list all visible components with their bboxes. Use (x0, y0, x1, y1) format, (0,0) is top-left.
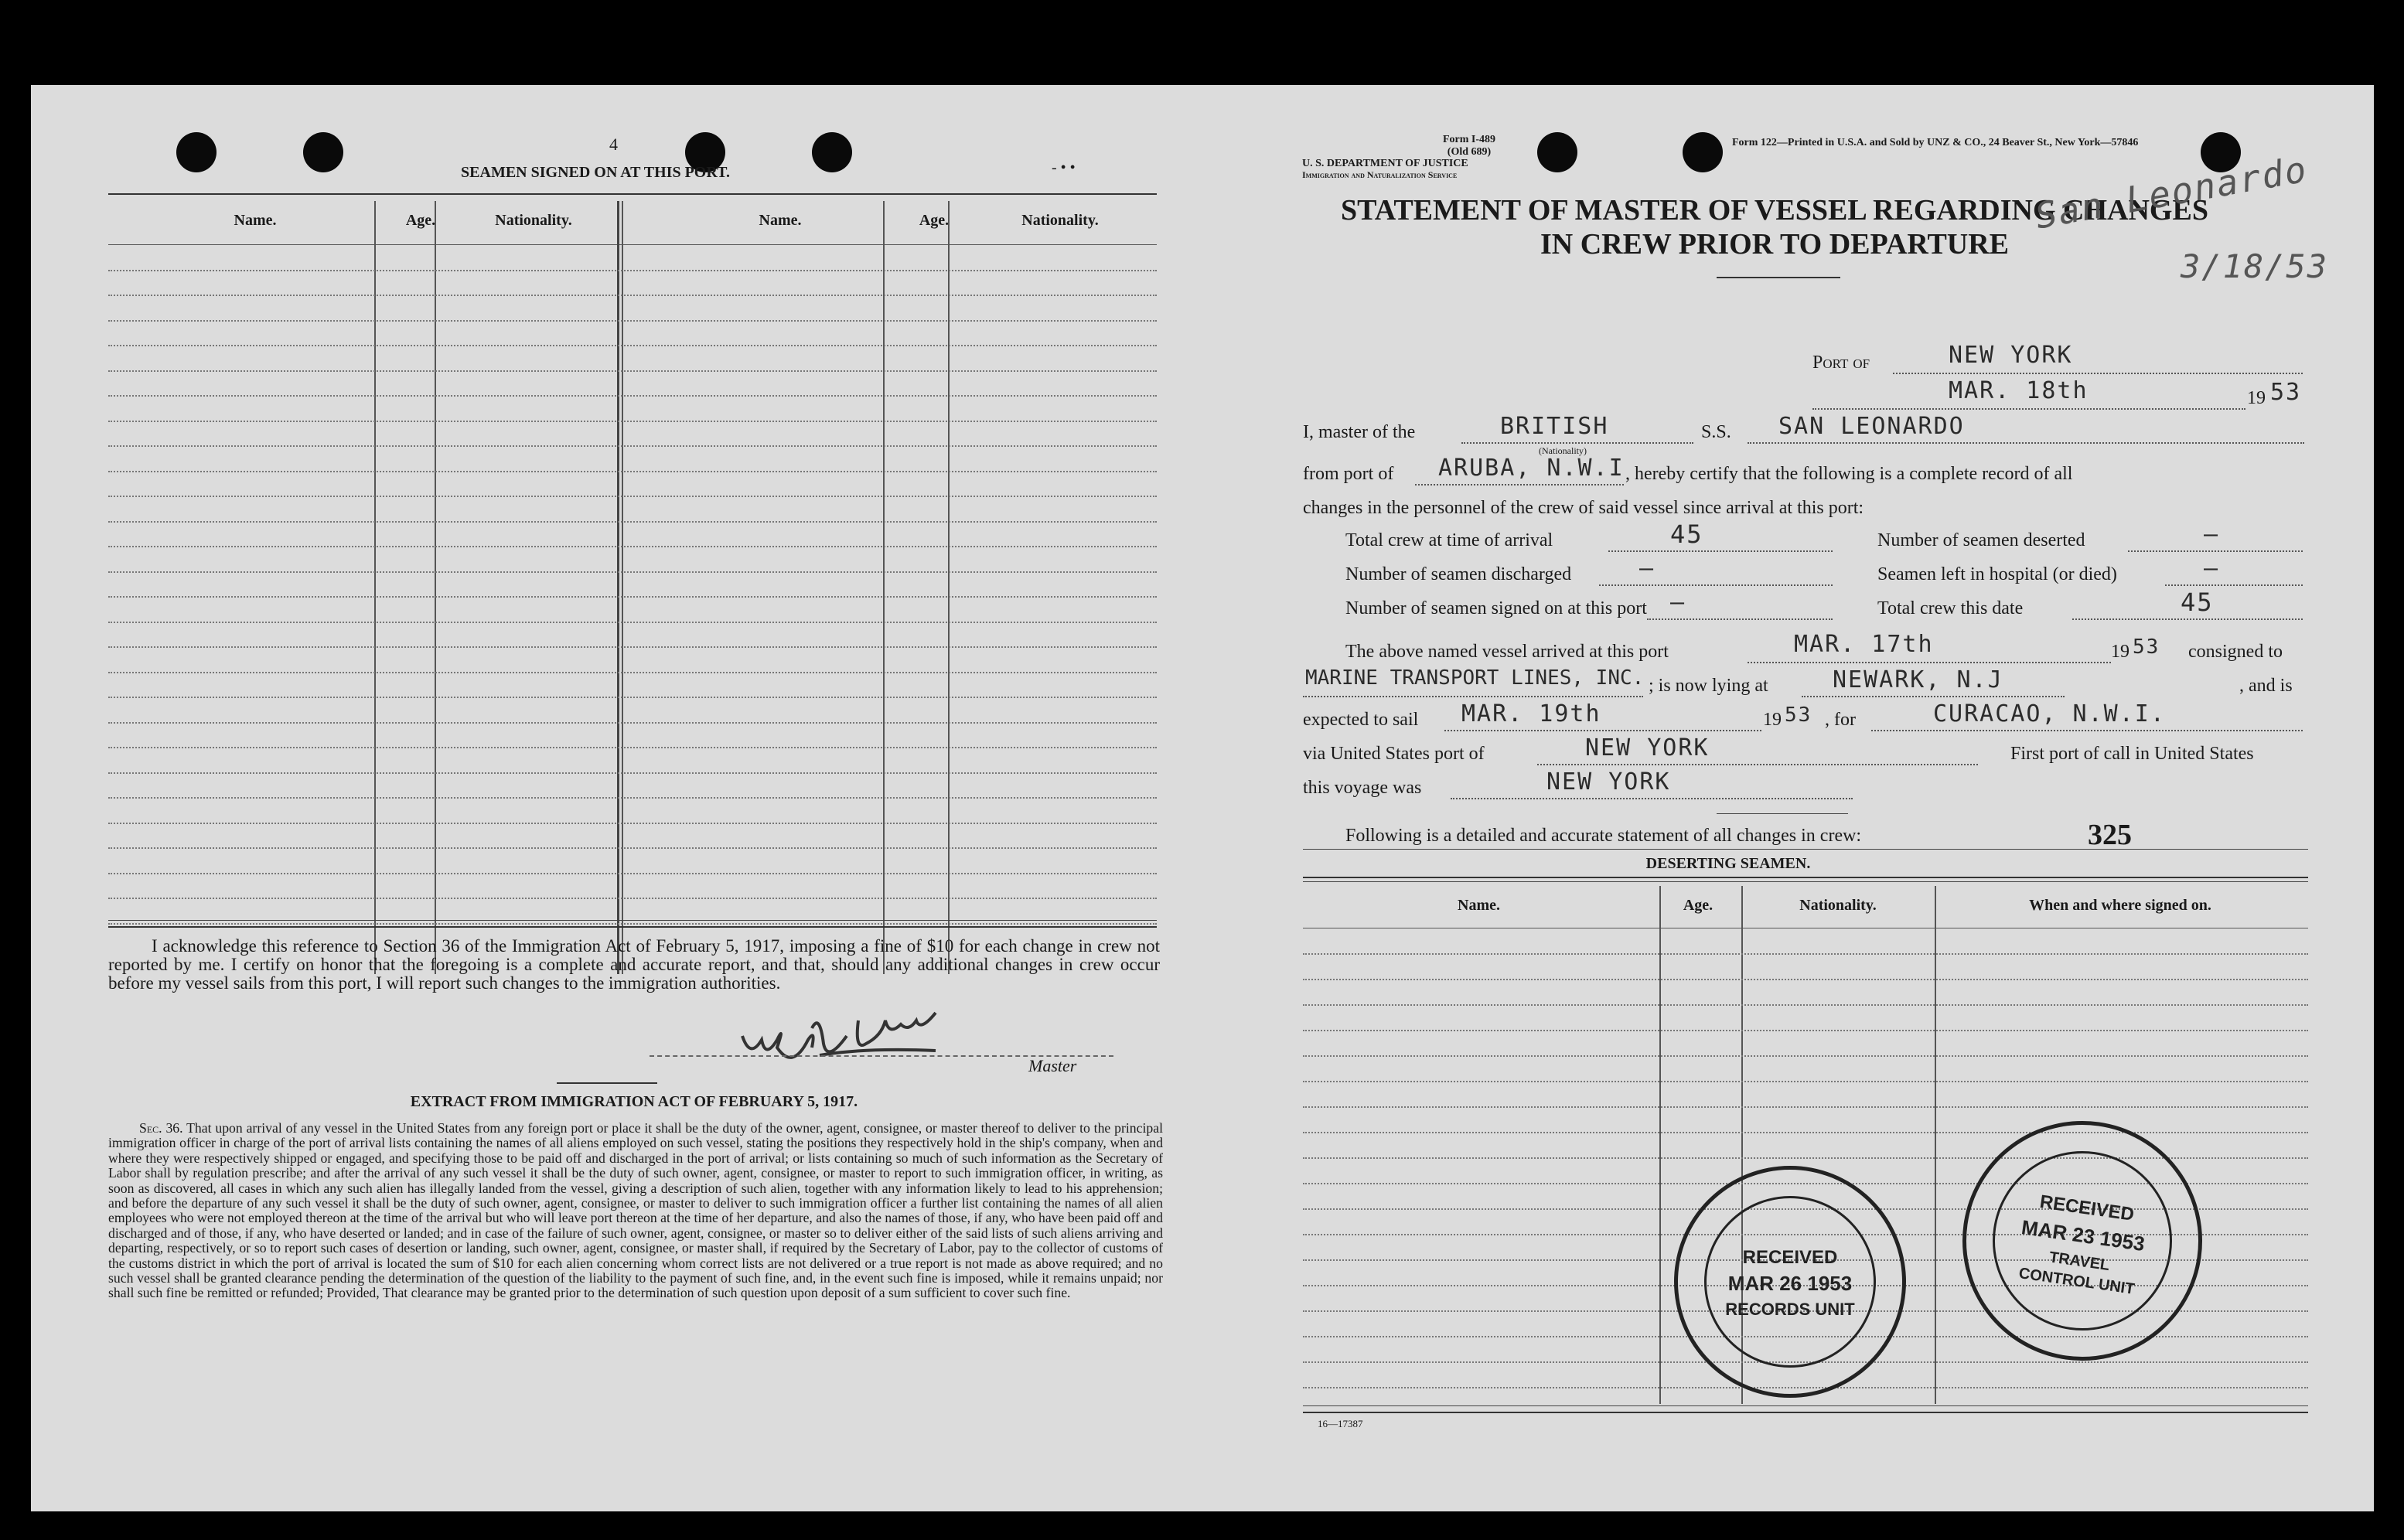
from-port-value: ARUBA, N.W.I (1438, 455, 1625, 482)
consignee-value: MARINE TRANSPORT LINES, INC. (1305, 666, 1645, 690)
deserted-line (2128, 550, 2303, 552)
following-text: Following is a detailed and accurate statement of all changes in crew: (1345, 826, 1862, 846)
this-voyage-label: this voyage was (1303, 778, 1422, 798)
ruled-row-line (1303, 979, 2308, 980)
ruled-row-line (1303, 1106, 2308, 1108)
hospital-label: Seamen left in hospital (or died) (1877, 564, 2117, 584)
port-of-label: Port of (1812, 353, 1870, 373)
right-table-rule (1303, 877, 2308, 878)
for-label: , for (1825, 710, 1856, 730)
ruled-row-line (108, 722, 1157, 724)
stamp-received-text: RECEIVED (2038, 1191, 2136, 1225)
left-table-rows (108, 244, 1157, 974)
from-port-line (1415, 484, 1624, 486)
extract-section: Sec. 36. (139, 1120, 183, 1136)
and-is-label: , and is (2239, 676, 2293, 696)
ruled-row-line (108, 270, 1157, 271)
ruled-row-line (108, 697, 1157, 698)
master-signature (727, 1005, 982, 1075)
total-crew-arrival-value: 45 (1670, 520, 1703, 549)
department-name: U. S. DEPARTMENT OF JUSTICE (1302, 158, 1468, 169)
printer-note: Form 122—Printed in U.S.A. and Sold by UNZ & CO., 24 Beaver St., New York—57846 (1732, 137, 2139, 148)
changes-text: changes in the personnel of the crew of said vessel since arrival at this port: (1303, 498, 1864, 518)
form-old-number: (Old 689) (1447, 146, 1492, 158)
table-bottom-rule (108, 920, 1157, 921)
total-crew-date-label: Total crew this date (1877, 598, 2024, 618)
master-label: Master (1028, 1056, 1077, 1075)
col-header-age: Age. (405, 212, 436, 229)
signed-on-line (1647, 618, 1833, 620)
separator-rule (1717, 813, 1848, 814)
nationality-line (1461, 442, 1693, 444)
expected-line (1444, 730, 1761, 731)
stamp-unit-text: TRAVEL CONTROL UNIT (2017, 1249, 2136, 1298)
acknowledgement-text: I acknowledge this reference to Section 36 of the Immigration Act of February 5, 1917, imposing a fine of $10 for each change in crew not reported by me. I certify on honor that the foregoing is a complete and accurate report, and that, should any additional changes in crew occur before my vessel sails from this port, I will report such changes to the immigration authorities. (108, 936, 1160, 993)
ship-value: SAN LEONARDO (1778, 413, 1965, 440)
ruled-row-line (108, 521, 1157, 523)
ruled-row-line (1303, 1055, 2308, 1057)
col-header-name: Name. (1458, 897, 1500, 914)
table-top-rule (108, 193, 1157, 195)
via-value: NEW YORK (1585, 734, 1710, 761)
separator-rule (557, 1082, 657, 1084)
right-page (1237, 85, 2374, 1511)
service-name: Immigration and Naturalization Service (1302, 169, 1458, 180)
port-of-line (1893, 373, 2303, 374)
via-label: via United States port of (1303, 744, 1485, 764)
arrived-year-value: 53 (2133, 635, 2160, 659)
this-voyage-line (1451, 798, 1853, 799)
ruled-row-line (108, 797, 1157, 799)
form-title-line1: STATEMENT OF MASTER OF VESSEL REGARDING CHANGES (1341, 194, 2208, 227)
date-value: MAR. 18th (1949, 377, 2089, 404)
stamp-received-text: RECEIVED (1742, 1247, 1838, 1268)
left-table-title: SEAMEN SIGNED ON AT THIS PORT. (461, 164, 730, 181)
date-line (1812, 408, 2245, 410)
total-crew-date-line (2072, 618, 2303, 620)
extract-body (108, 1121, 1163, 1301)
ruled-row-line (108, 445, 1157, 447)
master-of-label: I, master of the (1303, 422, 1416, 442)
ruled-row-line (108, 395, 1157, 397)
page-number: 4 (609, 135, 618, 154)
ruled-row-line (108, 672, 1157, 673)
right-table-bottom-rule (1303, 1405, 2308, 1406)
lying-at-label: ; is now lying at (1649, 676, 1768, 696)
ship-line (1748, 442, 2304, 444)
consignee-line (1303, 696, 1643, 697)
ruled-row-line (108, 345, 1157, 346)
col-header-nationality: Nationality. (1799, 897, 1877, 914)
corner-mark: - • • (1052, 159, 1076, 176)
ruled-row-line (1303, 953, 2308, 955)
total-crew-date-value: 45 (2181, 588, 2214, 617)
signed-on-label: Number of seamen signed on at this port (1345, 598, 1647, 618)
ruled-row-line (108, 747, 1157, 748)
via-line (1537, 764, 1978, 765)
hospital-line (2165, 584, 2303, 586)
document-sheet (31, 85, 2374, 1511)
table-bottom-rule (108, 926, 1157, 928)
from-port-label: from port of (1303, 464, 1394, 484)
ruled-row-line (108, 546, 1157, 547)
col-header-name: Name. (234, 212, 277, 229)
signed-on-value: — (1670, 589, 1686, 616)
for-value: CURACAO, N.W.I. (1933, 700, 2166, 727)
consigned-to-label: consigned to (2188, 642, 2283, 662)
ruled-row-line (108, 421, 1157, 422)
handwritten-ship-name: San Leonardo (2032, 148, 2311, 237)
stamp-unit-text: RECORDS UNIT (1725, 1300, 1855, 1319)
discharged-line (1599, 584, 1833, 586)
ruled-row-line (1303, 1081, 2308, 1082)
arrived-year-prefix: 19 (2111, 642, 2130, 662)
ruled-row-line (108, 596, 1157, 598)
ruled-row-line (1303, 1030, 2308, 1031)
year-prefix: 19 (2247, 388, 2266, 408)
footer-code: 16—17387 (1318, 1418, 1363, 1429)
ruled-row-line (108, 295, 1157, 296)
right-table-bottom-rule (1303, 1412, 2308, 1413)
discharged-value: — (1639, 555, 1656, 582)
ruled-row-line (108, 646, 1157, 648)
first-port-label: First port of call in United States (2010, 744, 2254, 764)
ruled-row-line (1303, 1132, 2308, 1133)
arrived-line (1748, 662, 2111, 663)
discharged-label: Number of seamen discharged (1345, 564, 1572, 584)
nationality-value: BRITISH (1500, 413, 1609, 440)
ruled-row-line (108, 873, 1157, 874)
lying-at-line (1802, 696, 2065, 697)
total-crew-arrival-line (1608, 550, 1833, 552)
deserting-title: DESERTING SEAMEN. (1645, 855, 1811, 872)
stamp-date-text: MAR 23 1953 (2020, 1215, 2147, 1256)
col-header-age: Age. (1683, 897, 1713, 914)
right-table-top-rule (1303, 849, 2308, 850)
arrived-label: The above named vessel arrived at this port (1345, 642, 1669, 662)
stamp-date-text: MAR 26 1953 (1727, 1272, 1853, 1295)
col-header-name: Name. (759, 212, 802, 229)
received-stamp-records-unit (1674, 1166, 1906, 1398)
deserted-value: — (2204, 521, 2220, 548)
title-underline (1717, 277, 1840, 278)
stamp-number: 325 (2088, 819, 2132, 851)
col-header-nationality: Nationality. (1021, 212, 1099, 229)
expected-label: expected to sail (1303, 710, 1419, 730)
col-header-nationality: Nationality. (495, 212, 572, 229)
year-value: 53 (2270, 379, 2302, 406)
ruled-row-line (108, 898, 1157, 899)
extract-title: EXTRACT FROM IMMIGRATION ACT OF FEBRUARY 5, 1917. (410, 1093, 858, 1110)
ruled-row-line (108, 622, 1157, 623)
handwritten-date: 3/18/53 (2181, 247, 2329, 285)
ruled-row-line (1303, 1004, 2308, 1006)
certify-text: , hereby certify that the following is a complete record of all (1625, 464, 2073, 484)
ruled-row-line (108, 571, 1157, 573)
ruled-row-line (108, 847, 1157, 849)
total-crew-arrival-label: Total crew at time of arrival (1345, 530, 1553, 550)
lying-at-value: NEWARK, N.J (1833, 666, 2003, 693)
deserted-label: Number of seamen deserted (1877, 530, 2085, 550)
for-line (1871, 730, 2303, 731)
left-page (31, 85, 1191, 1511)
expected-year-prefix: 19 (1763, 710, 1782, 730)
ruled-row-line (108, 370, 1157, 372)
form-title-line2: IN CREW PRIOR TO DEPARTURE (1540, 228, 2010, 261)
expected-year-value: 53 (1785, 704, 1812, 727)
nationality-caption: (Nationality) (1539, 445, 1587, 456)
ss-label: S.S. (1701, 422, 1731, 442)
form-number: Form I-489 (1442, 134, 1496, 145)
col-header-age: Age. (919, 212, 950, 229)
ruled-row-line (108, 823, 1157, 824)
ruled-row-line (108, 772, 1157, 774)
ruled-row-line (108, 923, 1157, 925)
ruled-row-line (108, 471, 1157, 472)
ruled-row-line (108, 320, 1157, 322)
ruled-row-line (108, 496, 1157, 497)
arrived-value: MAR. 17th (1794, 631, 1934, 658)
this-voyage-value: NEW YORK (1546, 768, 1671, 796)
hospital-value: — (2204, 555, 2220, 582)
right-table-rule (1303, 881, 2308, 882)
port-of-value: NEW YORK (1949, 342, 2073, 369)
extract-text: That upon arrival of any vessel in the United States from any foreign port or place it shall be the duty of the owner, agent, consignee, or master thereof to deliver to the principal immigration officer in charge of the port of arrival lists containing the names of all aliens employed on such vessel, stating the positions they respectively hold in the ship's company, when and where they were respectively shipped or engaged, and specifying those to be paid off and discharged in the port of arrival; or lists containing so much of such information as the Secretary of Labor shall by regulation prescribe; and after the arrival of any such vessel it shall be the duty of such owner, agent, consignee, or master to report to such immigration officer, in writing, as soon as discovered, all cases in which any such alien has illegally landed from the vessel, giving a description of such alien, together with any information likely to lead to his apprehension; and before the departure of any such vessel it shall be the duty of such owner, agent, consignee, or master to deliver to such immigration officer a further list containing the names of all alien employees who were not employed thereon at the time of the arrival but who will leave port thereon at the time of her departure, and also the names of those, if any, who have been paid off and discharged and of those, if any, who have deserted or landed; and in case of the failure of such owner, agent, consignee, or master so to deliver either of the said lists of such aliens arriving and departing, respectively, or so to report such cases of desertion or landing, such owner, agent, consignee, or master shall, if required by the Secretary of Labor, pay to the collector of customs of the customs district in which the port of arrival is located the sum of $10 for each alien concerning whom correct lists are not delivered or a true report is not made as above required; and no such vessel shall be granted clearance pending the determination of the question of the liability to the payment of such fine, and, in the event such fine is imposed, while it remains unpaid; nor shall such fine be remitted or refunded; Provided, That clearance may be granted prior to the determination of such question upon deposit of a sum sufficient to cover such fine. (108, 1120, 1163, 1301)
col-header-when-where: When and where signed on. (2029, 897, 2211, 914)
expected-value: MAR. 19th (1461, 700, 1601, 727)
